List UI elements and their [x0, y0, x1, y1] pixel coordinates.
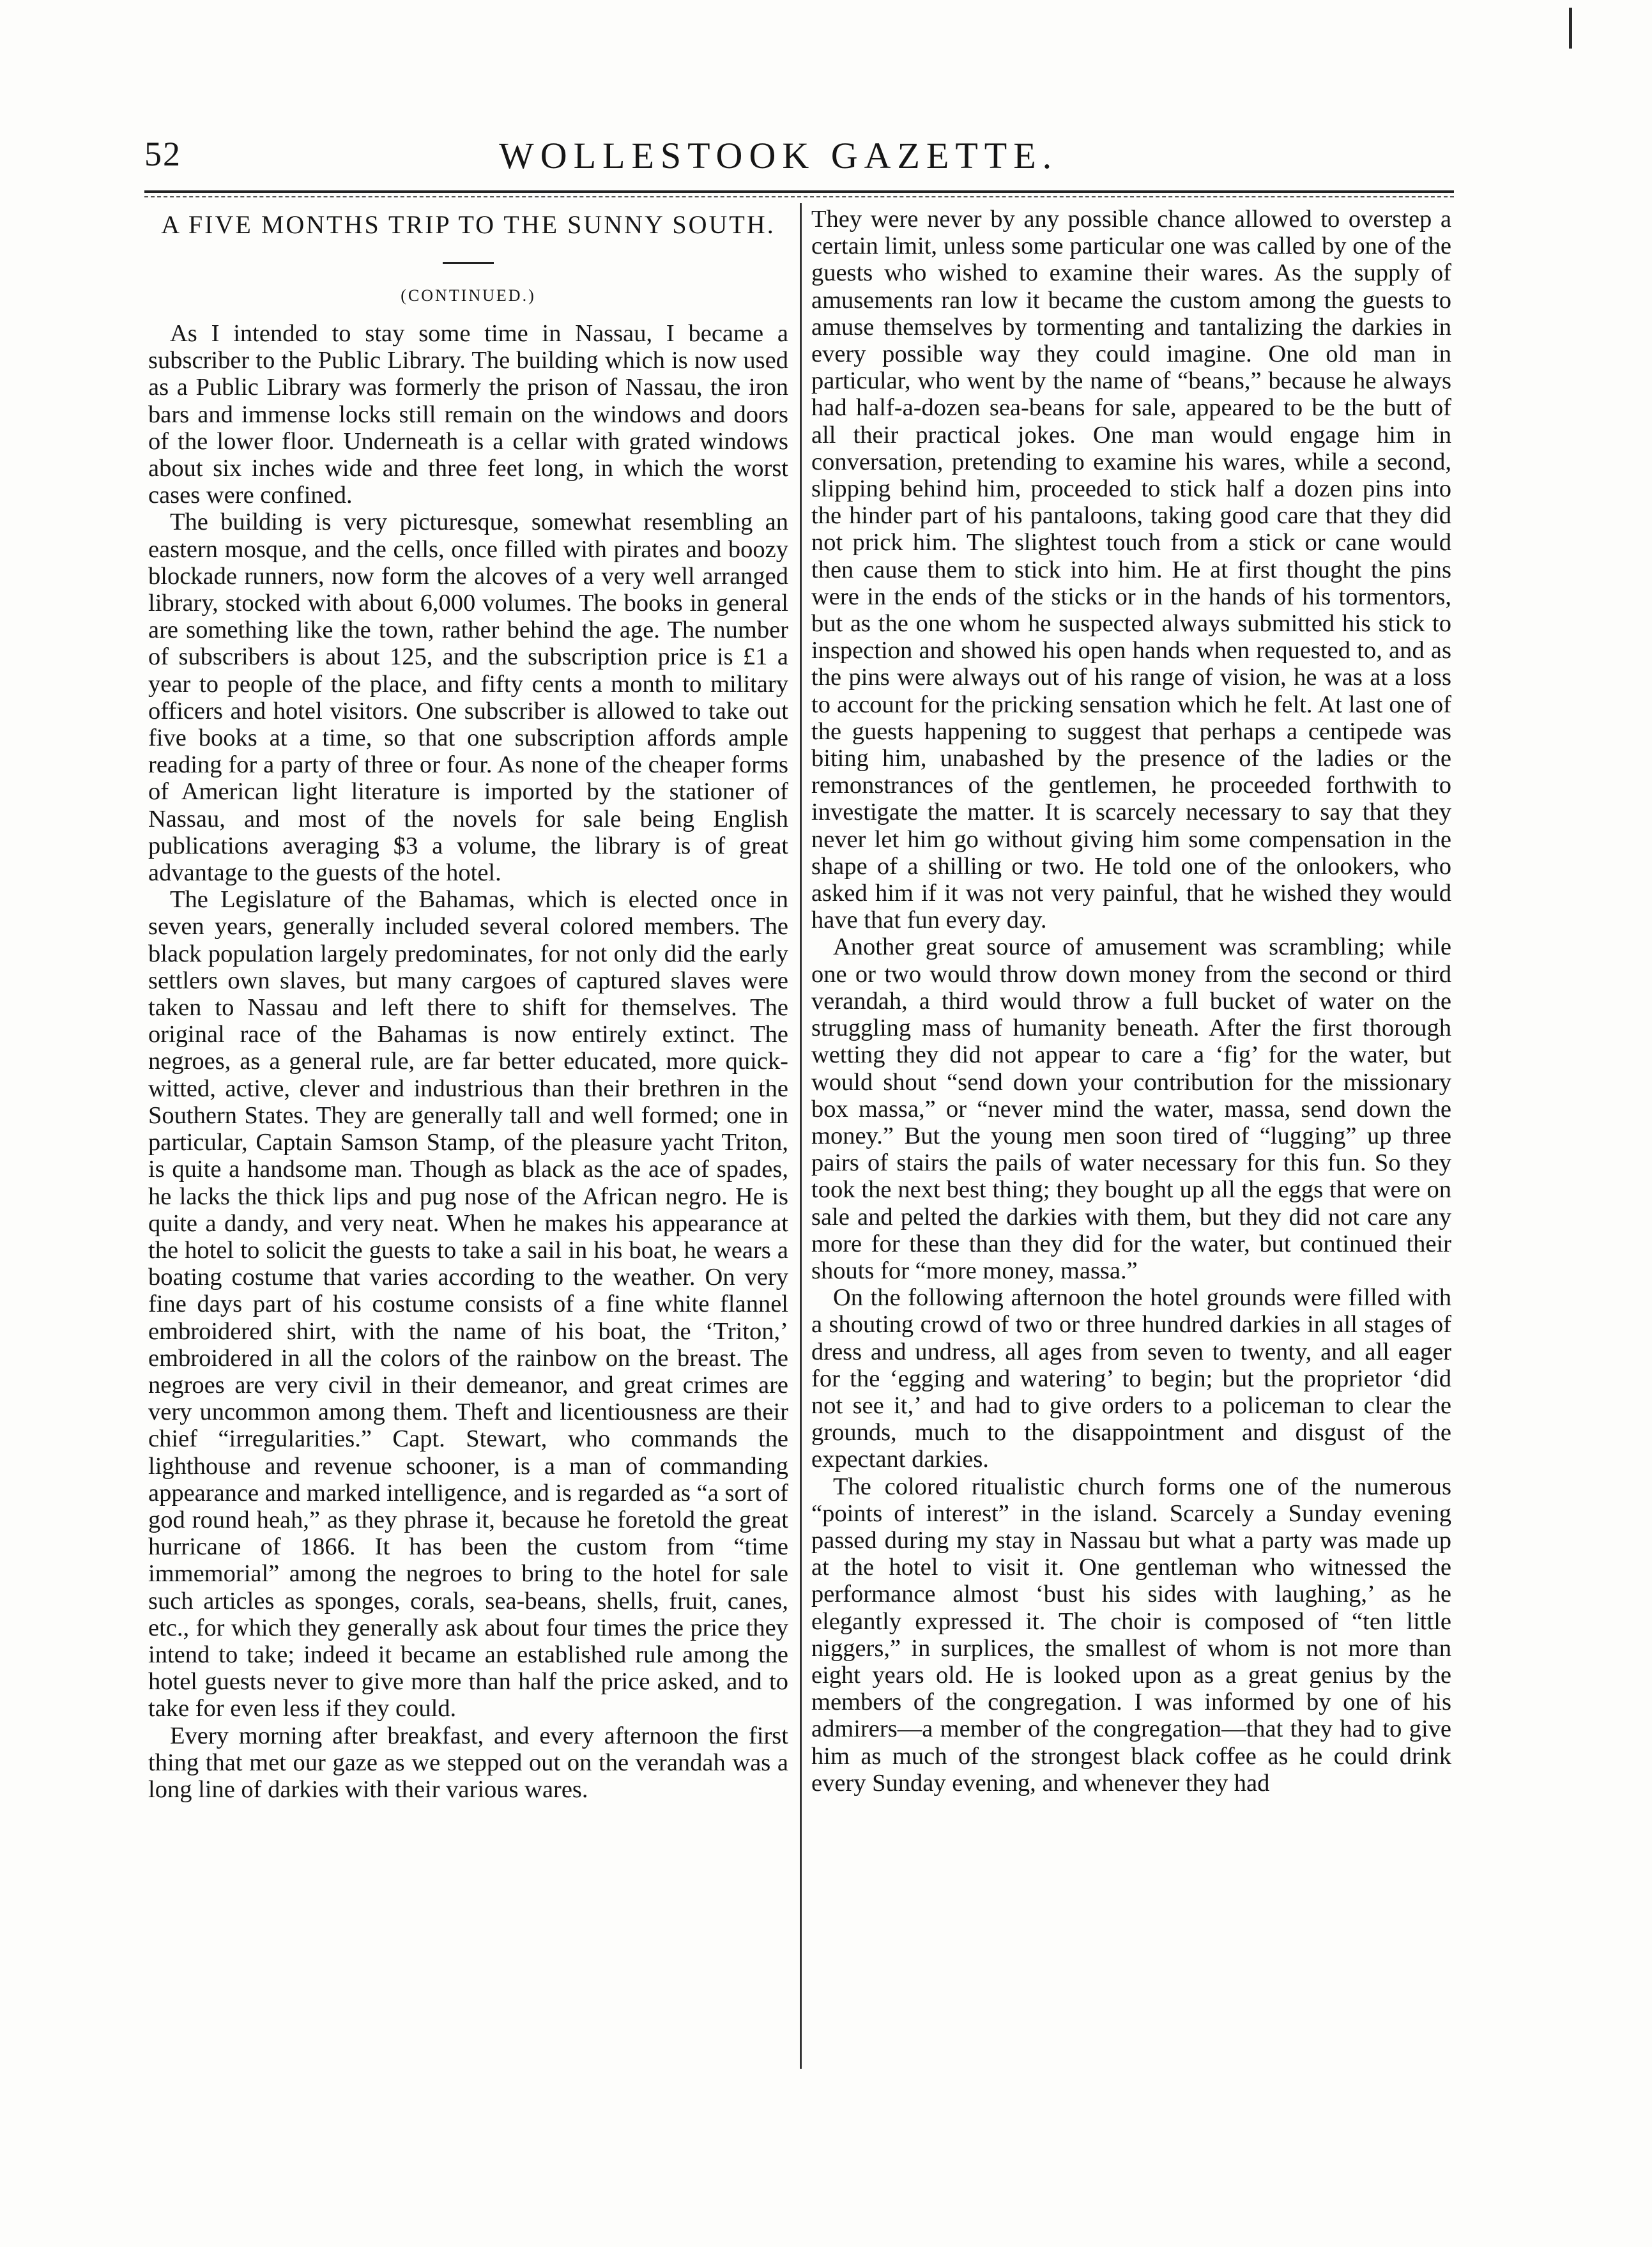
title-rule [443, 262, 494, 264]
paragraph: Every morning after breakfast, and every afternoon the first thing that met our gaze as we stepped out on the verandah was a long line of darkies with their various wares. [148, 1722, 788, 1803]
paragraph: They were never by any possible chance allowed to overstep a certain limit, unless some particular one was called by one of the guests who wished to examine their wares. As the supply of amusements ran low it became the custom among the guests to amuse themselves by tormenting and tantalizing the darkies in every possible way they could imagine. One old man in particular, who went by the name of “beans,” because he always had half-a-dozen sea-beans for sale, appeared to be the butt of all their practical jokes. One man would engage him in conversation, pretending to examine his wares, while a second, slipping behind him, proceeded to stick half a dozen pins into the hinder part of his pantaloons, taking good care that they did not prick him. The slightest touch from a stick or cane would then cause them to stick into him. He at first thought the pins were in the ends of the sticks or in the hands of his tormentors, but as the one whom he suspected always submitted his stick to inspection and showed his open hands when requested to, and as the pins were always out of his range of vision, he was at a loss to account for the pricking sensation which he felt. At last one of the guests happening to suggest that perhaps a centipede was biting him, unabashed by the presence of the ladies or the remonstrances of the gentlemen, he proceeded forthwith to investigate the matter. It is scarcely necessary to say that they never let him go without giving him some compensation in the shape of a shilling or two. He told one of the onlookers, who asked him if it was not very painful, that he wished they would have that fun every day. [811, 206, 1451, 934]
paragraph: As I intended to stay some time in Nassau, I became a subscriber to the Public Library. The building which is now used as a Public Library was formerly the prison of Nassau, the iron bars and immense locks still remain on the windows and doors of the lower floor. Underneath is a cellar with grated windows about six inches wide and three feet long, in which the worst cases were confined. [148, 320, 788, 509]
continued-label: (CONTINUED.) [401, 286, 536, 305]
article-title: A FIVE MONTHS TRIP TO THE SUNNY SOUTH. [161, 210, 776, 239]
left-column [148, 206, 788, 1803]
column-divider [800, 203, 802, 2069]
page-number: 52 [144, 135, 181, 173]
paragraph: The building is very picturesque, somewhat resembling an eastern mosque, and the cells, once filled with pirates and boozy blockade runners, now form the alcoves of a very well arranged library, stocked with about 6,000 volumes. The books in general are something like the town, rather behind the age. The number of subscribers is about 125, and the subscription price is £1 a year to people of the place, and fifty cents a month to military officers and hotel visitors. One subscriber is allowed to take out five books at a time, so that one subscription affords ample reading for a party of three or four. As none of the cheaper forms of American light literature is imported by the stationer of Nassau, and most of the novels for sale being English publications averaging $3 a volume, the library is of great advantage to the guests of the hotel. [148, 509, 788, 887]
page-header [144, 134, 1454, 185]
right-column [811, 206, 1451, 1797]
paragraph: The Legislature of the Bahamas, which is elected once in seven years, generally included several colored members. The black population largely predominates, for not only did the early settlers own slaves, but many cargoes of captured slaves were taken to Nassau and left there to shift for themselves. The original race of the Bahamas is now entirely extinct. The negroes, as a general rule, are far better educated, more quick-witted, active, clever and industrious than their brethren in the Southern States. They are generally tall and well formed; one in particular, Captain Samson Stamp, of the pleasure yacht Triton, is quite a handsome man. Though as black as the ace of spades, he lacks the thick lips and pug nose of the African negro. He is quite a dandy, and very neat. When he makes his appearance at the hotel to solicit the guests to take a sail in his boat, he wears a boating costume that varies according to the weather. On very fine days part of his costume consists of a fine white flannel embroidered shirt, with the name of his boat, the ‘Triton,’ embroidered in all the colors of the rainbow on the breast. The negroes are very civil in their demeanor, and great crimes are very uncommon among them. Theft and licentiousness are their chief “irregularities.” Capt. Stewart, who commands the lighthouse and revenue schooner, is a man of commanding appearance and marked intelligence, and is regarded as “a sort of god round heah,” as they phrase it, because he foretold the great hurricane of 1866. It has been the custom from “time immemorial” among the negroes to bring to the hotel for sale such articles as sponges, corals, sea-beans, shells, fruit, canes, etc., for which they generally ask about four times the price they intend to take; indeed it became an established rule among the hotel guests never to give more than half the price asked, and to take for even less if they could. [148, 886, 788, 1722]
paragraph: On the following afternoon the hotel grounds were filled with a shouting crowd of two or three hundred darkies in all stages of dress and undress, all ages from seven to twenty, and all eager for the ‘egging and watering’ to begin; but the proprietor ‘did not see it,’ and had to give orders to a policeman to clear the grounds, much to the disappointment and disgust of the expectant darkies. [811, 1284, 1451, 1473]
paragraph: Another great source of amusement was scrambling; while one or two would throw down money from the second or third verandah, a third would throw a full bucket of water on the struggling mass of humanity beneath. After the first thorough wetting they did not appear to care a ‘fig’ for the water, but would shout “send down your contribution for the missionary box massa,” or “never mind the water, massa, send down the money.” But the young men soon tired of “lugging” up three pairs of stairs the pails of water necessary for this fun. So they took the next best thing; they bought up all the eggs that were on sale and pelted the darkies with them, but they did not care any more for these than they did for the water, but continued their shouts for “more money, massa.” [811, 933, 1451, 1284]
masthead-title: WOLLESTOOK GAZETTE. [499, 135, 1059, 176]
header-rule [144, 190, 1454, 193]
paragraph: The colored ritualistic church forms one of the numerous “points of interest” in the island. Scarcely a Sunday evening passed during my stay in Nassau but what a party was made up at the hotel to visit it. One gentleman who witnessed the performance almost ‘bust his sides with laughing,’ as he elegantly expressed it. The choir is composed of “ten little niggers,” in surplices, the smallest of whom is not more than eight years old. He is looked upon as a great genius by the members of the congregation. I was informed by one of his admirers—a member of the congregation—that they had to give him as much of the strongest black coffee as he could drink every Sunday evening, and whenever they had [811, 1473, 1451, 1797]
header-rule-dashed [144, 196, 1454, 197]
margin-mark [1569, 8, 1572, 49]
